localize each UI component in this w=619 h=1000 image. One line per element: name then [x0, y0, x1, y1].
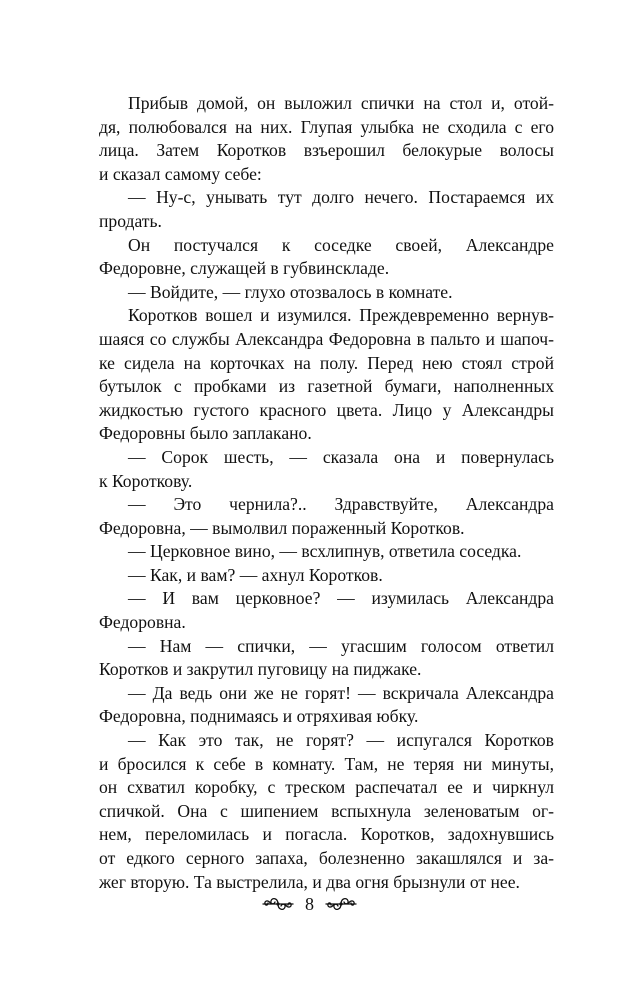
- text-line: Коротков вошел и изумился. Преждевременно вернув-: [128, 305, 554, 326]
- text-line: к Короткову.: [99, 470, 193, 491]
- text-line: жидкостью густого красного цвета. Лицо у Александры: [99, 399, 554, 420]
- text-line: дя, полюбовался на них. Глупая улыбка не сходила с его: [99, 116, 554, 137]
- ornament-icon: [324, 893, 358, 915]
- text-line: Федоровна, — вымолвил пораженный Коротков.: [99, 517, 465, 538]
- text-line: — И вам церковное? — изумилась Александра: [128, 588, 554, 609]
- text-line: ке сидела на корточках на полу. Перед нею стоял строй: [99, 352, 554, 373]
- text-line: — Да ведь они же не горят! — вскричала Александра: [128, 682, 554, 703]
- text-line: — Войдите, — глухо отозвалось в комнате.: [128, 281, 453, 302]
- text-line: — Сорок шесть, — сказала она и повернулась: [128, 446, 554, 467]
- text-line: Федоровны было заплакано.: [99, 423, 312, 444]
- text-line: от едкого серного запаха, болезненно закашлялся и за-: [99, 848, 554, 868]
- page-body: [99, 92, 554, 894]
- text-line: спичкой. Она с шипением вспыхнула зеленоватым ог-: [99, 800, 554, 821]
- text-line: Федоровна, поднимаясь и отряхивая юбку.: [99, 706, 419, 727]
- page-footer: [0, 891, 619, 917]
- text-line: он схватил коробку, с треском распечатал ее и чиркнул: [99, 777, 554, 798]
- text-line: — Это чернила?.. Здравствуйте, Александра: [128, 494, 554, 515]
- text-line: — Ну-с, унывать тут долго нечего. Постараемся их: [128, 187, 554, 208]
- text-line: Он постучался к соседке своей, Александре: [128, 234, 554, 255]
- text-line: — Как, и вам? — ахнул Коротков.: [128, 564, 383, 585]
- text-line: — Церковное вино, — всхлипнув, ответила соседка.: [128, 541, 522, 562]
- text-line: Прибыв домой, он выложил спички на стол и, отой-: [128, 93, 554, 113]
- text-line: и бросился к себе в комнату. Там, не теряя ни минуты,: [99, 753, 554, 774]
- text-line: и сказал самому себе:: [99, 163, 262, 184]
- ornament-icon: [261, 893, 295, 915]
- text-line: нем, переломилась и погасла. Коротков, задохнувшись: [99, 824, 554, 845]
- page-number: 8: [305, 894, 314, 914]
- text-line: продать.: [99, 210, 162, 231]
- text-line: — Как это так, не горят? — испугался Коротков: [128, 730, 554, 751]
- text-line: шаяся со службы Александра Федоровна в пальто и шапоч-: [99, 328, 554, 349]
- text-line: жег вторую. Та выстрелила, и два огня брызнули от нее.: [99, 871, 520, 892]
- text-line: — Нам — спички, — угасшим голосом ответил: [128, 635, 554, 656]
- text-line: Федоровна.: [99, 612, 186, 633]
- text-line: лица. Затем Коротков взъерошил белокурые волосы: [99, 140, 554, 161]
- text-line: Коротков и закрутил пуговицу на пиджаке.: [99, 659, 422, 680]
- text-line: Федоровне, служащей в губвинскладе.: [99, 258, 390, 279]
- text-line: бутылок с пробками из газетной бумаги, наполненных: [99, 376, 554, 397]
